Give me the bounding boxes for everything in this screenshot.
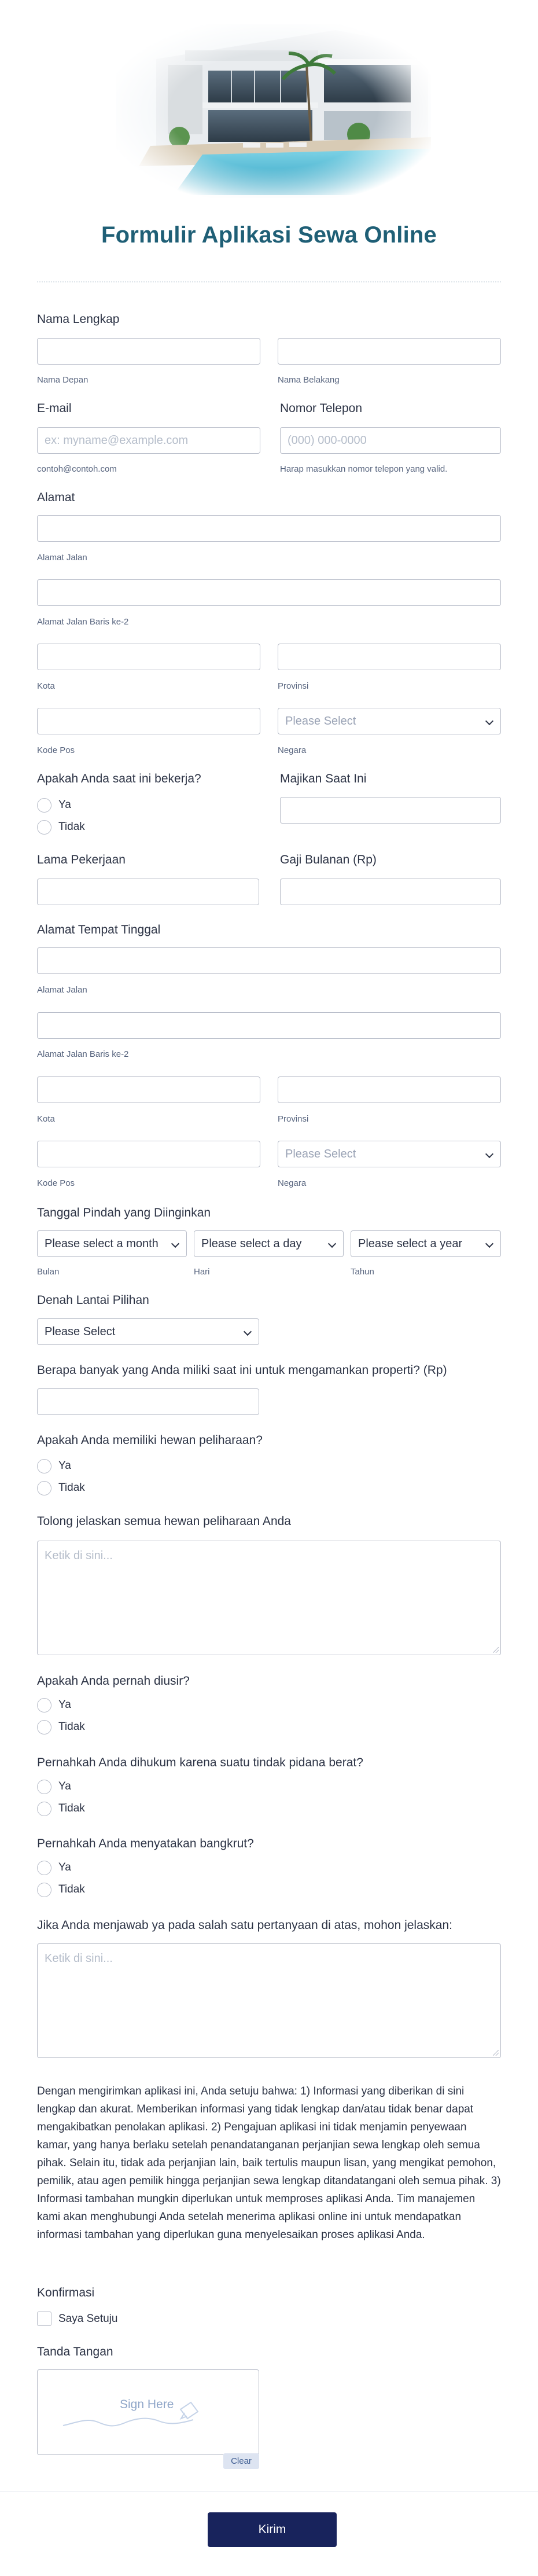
criminal-yes-label: Ya xyxy=(58,1780,71,1792)
house-illustration xyxy=(116,24,431,198)
bankrupt-yes-radio[interactable] xyxy=(37,1860,71,1876)
year-select-value: Please select a year xyxy=(358,1237,463,1250)
pets-yes-radio[interactable] xyxy=(37,1458,71,1474)
criminal-no-label: Tidak xyxy=(58,1802,85,1814)
last-name-input[interactable] xyxy=(278,338,501,365)
country-select-value: Please Select xyxy=(285,715,356,727)
chevron-down-icon xyxy=(485,717,493,725)
work-city-input[interactable] xyxy=(37,1076,260,1103)
pets-no-label: Tidak xyxy=(58,1482,85,1494)
country-sublabel: Negara xyxy=(278,745,307,755)
form-title: Formulir Aplikasi Sewa Online xyxy=(101,222,437,248)
chevron-down-icon xyxy=(328,1240,336,1248)
confirm-label: Konfirmasi xyxy=(37,2286,95,2299)
agree-checkbox-label: Saya Setuju xyxy=(58,2312,118,2325)
radio-circle[interactable] xyxy=(37,798,51,813)
evicted-no-label: Tidak xyxy=(58,1721,85,1733)
first-name-input[interactable] xyxy=(37,338,260,365)
phone-input[interactable]: (000) 000-0000 xyxy=(280,427,501,454)
radio-circle[interactable] xyxy=(37,1861,51,1875)
work-street-input[interactable] xyxy=(37,947,501,974)
floor-plan-select-value: Please Select xyxy=(45,1325,116,1338)
resize-grip-icon[interactable] xyxy=(493,1647,499,1653)
agree-checkbox[interactable] xyxy=(37,2312,117,2326)
pen-stroke-icon xyxy=(62,2395,230,2436)
floor-plan-select[interactable] xyxy=(37,1318,259,1345)
evicted-yes-label: Ya xyxy=(58,1699,71,1711)
evicted-label: Apakah Anda pernah diusir? xyxy=(37,1674,190,1688)
title-divider xyxy=(37,281,501,282)
evicted-no-radio[interactable] xyxy=(37,1719,85,1735)
country-select[interactable] xyxy=(278,708,501,734)
radio-circle[interactable] xyxy=(37,1459,51,1473)
pets-describe-label: Tolong jelaskan semua hewan peliharaan Anda xyxy=(37,1515,291,1528)
postal-code-sublabel: Kode Pos xyxy=(37,745,75,755)
checkbox-square[interactable] xyxy=(37,2312,51,2326)
pets-describe-textarea[interactable] xyxy=(37,1541,501,1655)
submit-button[interactable]: Kirim xyxy=(208,2512,337,2547)
month-sublabel: Bulan xyxy=(37,1267,60,1277)
work-city-sublabel: Kota xyxy=(37,1114,55,1124)
pets-describe-placeholder: Ketik di sini... xyxy=(45,1549,113,1562)
address-label: Alamat xyxy=(37,491,75,504)
work-country-select-value: Please Select xyxy=(285,1148,356,1160)
working-no-label: Tidak xyxy=(58,821,85,833)
chevron-down-icon xyxy=(244,1328,252,1336)
work-postal-code-sublabel: Kode Pos xyxy=(37,1178,75,1188)
bankrupt-yes-label: Ya xyxy=(58,1861,71,1873)
pets-yes-label: Ya xyxy=(58,1460,71,1472)
work-country-select[interactable] xyxy=(278,1141,501,1167)
city-input[interactable] xyxy=(37,644,260,670)
last-name-sublabel: Nama Belakang xyxy=(278,375,340,385)
bankrupt-no-label: Tidak xyxy=(58,1883,85,1895)
clear-signature-button[interactable]: Clear xyxy=(223,2453,259,2469)
pets-label: Apakah Anda memiliki hewan peliharaan? xyxy=(37,1434,263,1447)
working-yes-radio[interactable] xyxy=(37,797,71,813)
resize-grip-icon[interactable] xyxy=(493,2050,499,2056)
year-sublabel: Tahun xyxy=(351,1267,374,1277)
deposit-input[interactable] xyxy=(37,1388,259,1415)
email-sublabel: contoh@contoh.com xyxy=(37,464,117,474)
pets-no-radio[interactable] xyxy=(37,1480,85,1496)
full-name-label: Nama Lengkap xyxy=(37,313,120,326)
radio-circle[interactable] xyxy=(37,1481,51,1495)
bankrupt-label: Pernahkah Anda menyatakan bangkrut? xyxy=(37,1837,254,1850)
street-sublabel: Alamat Jalan xyxy=(37,553,87,563)
working-label: Apakah Anda saat ini bekerja? xyxy=(37,772,201,785)
duration-input[interactable] xyxy=(37,879,259,905)
radio-circle[interactable] xyxy=(37,820,51,835)
email-input[interactable]: ex: myname@example.com xyxy=(37,427,260,454)
employer-label: Majikan Saat Ini xyxy=(280,772,367,785)
work-province-sublabel: Provinsi xyxy=(278,1114,309,1124)
city-sublabel: Kota xyxy=(37,681,55,691)
chevron-down-icon xyxy=(485,1240,493,1248)
month-select-value: Please select a month xyxy=(45,1237,159,1250)
evicted-yes-radio[interactable] xyxy=(37,1697,71,1713)
signature-placeholder: Sign Here xyxy=(120,2398,174,2411)
work-province-input[interactable] xyxy=(278,1076,501,1103)
postal-code-input[interactable] xyxy=(37,708,260,734)
work-postal-code-input[interactable] xyxy=(37,1141,260,1167)
day-sublabel: Hari xyxy=(194,1267,210,1277)
work-street2-input[interactable] xyxy=(37,1012,501,1039)
criminal-yes-radio[interactable] xyxy=(37,1778,71,1795)
explain-label: Jika Anda menjawab ya pada salah satu pertanyaan di atas, mohon jelaskan: xyxy=(37,1919,452,1932)
explain-placeholder: Ketik di sini... xyxy=(45,1952,113,1965)
phone-label: Nomor Telepon xyxy=(280,402,363,415)
agreement-text: Dengan mengirimkan aplikasi ini, Anda setuju bahwa: 1) Informasi yang diberikan di sini lengkap dan akurat. Memberikan informasi yang tidak lengkap dan/atau tidak benar dapat mengakibatkan penolakan aplikasi. 2) Pengajuan aplikasi ini tidak menjamin penyewaan kamar, yang hanya berlaku setelah penandatanganan perjanjian sewa lengkap oleh semua pihak. Selain itu, tidak ada perjanjian lain, baik tertulis maupun lisan, yang mengikat pemohon, pemilik, atau agen pemilik hingga perjanjian sewa lengkap ditandatangani oleh semua pihak. 3) Informasi tambahan mungkin diperlukan untuk memproses aplikasi Anda. Tim manajemen kami akan menghubungi Anda setelah menerima aplikasi online ini untuk mendapatkan informasi tambahan yang diperlukan guna menyelesaikan proses aplikasi Anda. xyxy=(37,2085,501,2241)
salary-label: Gaji Bulanan (Rp) xyxy=(280,853,377,866)
criminal-no-radio[interactable] xyxy=(37,1800,85,1817)
chevron-down-icon xyxy=(171,1240,179,1248)
province-input[interactable] xyxy=(278,644,501,670)
day-select-value: Please select a day xyxy=(201,1237,302,1250)
work-country-sublabel: Negara xyxy=(278,1178,307,1188)
year-select[interactable] xyxy=(351,1230,501,1257)
work-street-sublabel: Alamat Jalan xyxy=(37,985,87,995)
radio-circle[interactable] xyxy=(37,1883,51,1897)
province-sublabel: Provinsi xyxy=(278,681,309,691)
criminal-label: Pernahkah Anda dihukum karena suatu tindak pidana berat? xyxy=(37,1756,363,1769)
day-select[interactable] xyxy=(194,1230,344,1257)
chevron-down-icon xyxy=(485,1150,493,1158)
deposit-label: Berapa banyak yang Anda miliki saat ini untuk mengamankan properti? (Rp) xyxy=(37,1364,447,1377)
email-label: E-mail xyxy=(37,402,72,415)
radio-circle[interactable] xyxy=(37,1802,51,1816)
working-no-radio[interactable] xyxy=(37,819,85,835)
phone-sublabel: Harap masukkan nomor telepon yang valid. xyxy=(280,464,448,474)
radio-circle[interactable] xyxy=(37,1780,51,1794)
salary-input[interactable] xyxy=(280,879,501,905)
working-yes-label: Ya xyxy=(58,799,71,811)
radio-circle[interactable] xyxy=(37,1698,51,1713)
explain-textarea[interactable] xyxy=(37,1943,501,2058)
street2-input[interactable] xyxy=(37,579,501,606)
duration-label: Lama Pekerjaan xyxy=(37,853,126,866)
signature-pad[interactable] xyxy=(37,2369,259,2455)
employer-input[interactable] xyxy=(280,797,501,824)
move-date-label: Tanggal Pindah yang Diinginkan xyxy=(37,1206,211,1219)
work-street2-sublabel: Alamat Jalan Baris ke-2 xyxy=(37,1049,129,1059)
bankrupt-no-radio[interactable] xyxy=(37,1882,85,1898)
radio-circle[interactable] xyxy=(37,1720,51,1735)
floor-plan-label: Denah Lantai Pilihan xyxy=(37,1293,149,1307)
street-input[interactable] xyxy=(37,515,501,542)
signature-label: Tanda Tangan xyxy=(37,2345,113,2358)
month-select[interactable] xyxy=(37,1230,187,1257)
first-name-sublabel: Nama Depan xyxy=(37,375,89,385)
work-address-label: Alamat Tempat Tinggal xyxy=(37,923,161,936)
street2-sublabel: Alamat Jalan Baris ke-2 xyxy=(37,617,129,627)
